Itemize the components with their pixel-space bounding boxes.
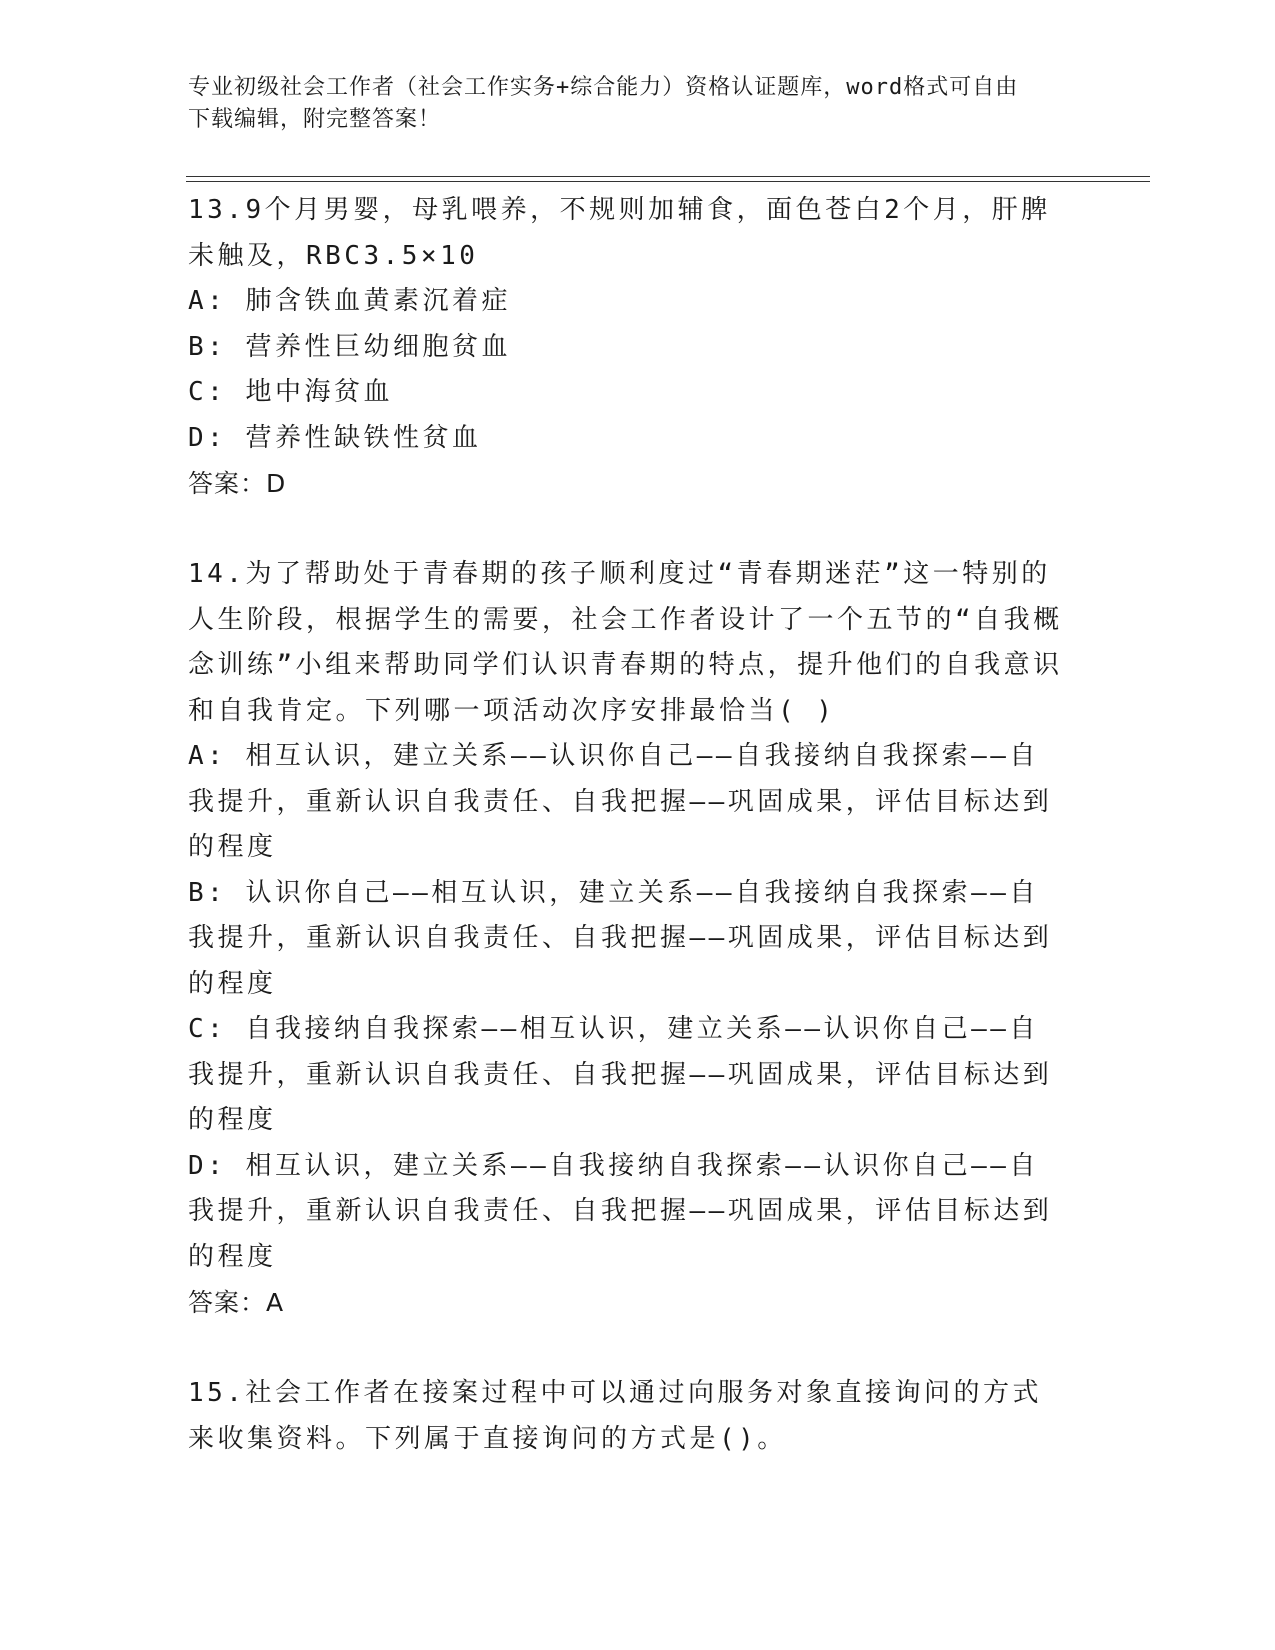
- question-14: [188, 552, 1068, 1326]
- question-15: [188, 1371, 1068, 1462]
- header-line-2: 下载编辑，附完整答案！: [188, 107, 442, 132]
- option-d: D: 相互认识，建立关系——自我接纳自我探索——认识你自己——自我提升，重新认识自我责任、自我把握——巩固成果，评估目标达到的程度: [188, 1150, 1053, 1272]
- document-header: [188, 72, 1088, 136]
- option-a: A: 肺含铁血黄素沉着症: [188, 286, 511, 316]
- answer-text: 答案：D: [188, 469, 287, 498]
- answer-text: 答案：A: [188, 1288, 285, 1317]
- question-stem: 14.为了帮助处于青春期的孩子顺利度过“青春期迷茫”这一特别的人生阶段，根据学生的需要，社会工作者设计了一个五节的“自我概念训练”小组来帮助同学们认识青春期的特点，提升他们的自我意识和自我肯定。下列哪一项活动次序安排最恰当( ): [188, 559, 1063, 726]
- option-b: B: 认识你自己——相互认识，建立关系——自我接纳自我探索——自我提升，重新认识自我责任、自我把握——巩固成果，评估目标达到的程度: [188, 877, 1053, 999]
- option-d: D: 营养性缺铁性贫血: [188, 422, 482, 453]
- header-divider-top: [186, 176, 1150, 177]
- option-a: A: 相互认识，建立关系——认识你自己——自我接纳自我探索——自我提升，重新认识自我责任、自我把握——巩固成果，评估目标达到的程度: [188, 741, 1053, 862]
- option-c: C: 地中海贫血: [188, 377, 393, 407]
- question-stem: 15.社会工作者在接案过程中可以通过向服务对象直接询问的方式来收集资料。下列属于直接询问的方式是()。: [188, 1378, 1042, 1454]
- header-line-1: 专业初级社会工作者（社会工作实务+综合能力）资格认证题库，word格式可自由: [188, 75, 1019, 100]
- option-c: C: 自我接纳自我探索——相互认识，建立关系——认识你自己——自我提升，重新认识自我责任、自我把握——巩固成果，评估目标达到的程度: [188, 1014, 1053, 1135]
- question-stem: 13.9个月男婴，母乳喂养，不规则加辅食，面色苍白2个月，肝脾未触及，RBC3.5×10: [188, 195, 1051, 271]
- option-b: B: 营养性巨幼细胞贫血: [188, 331, 511, 362]
- header-divider-bottom: [186, 181, 1150, 182]
- question-13: [188, 188, 1068, 507]
